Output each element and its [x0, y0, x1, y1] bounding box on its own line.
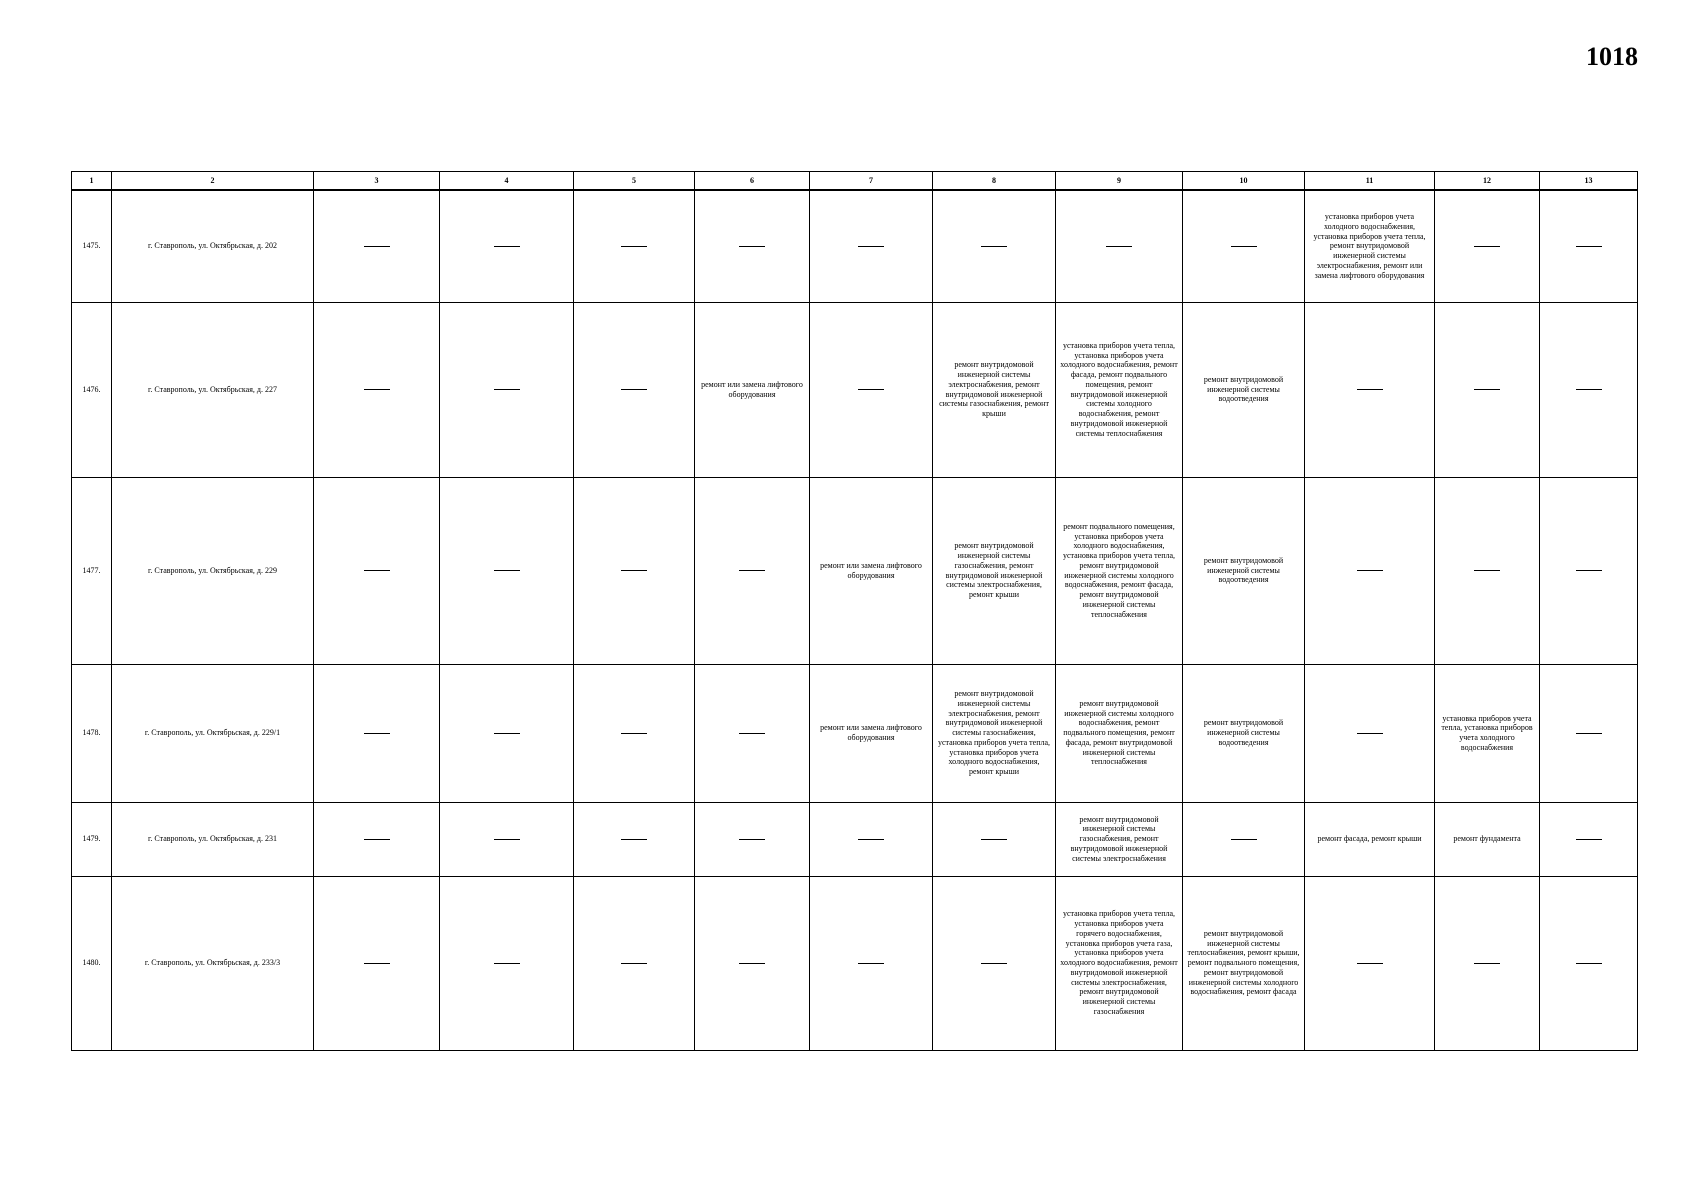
row-number: 1479. [72, 802, 112, 876]
work-type-cell: ремонт подвального помещения, установка приборов учета холодного водоснабжения, установка приборов учета тепла, ремонт внутридомовой инженерной системы холодного водоснабжения, ремонт фасада, ремонт внутридомовой инженерной системы теплоснабжения [1056, 477, 1183, 664]
empty-cell [314, 477, 440, 664]
work-type-cell: ремонт фасада, ремонт крыши [1305, 802, 1435, 876]
address-cell: г. Ставрополь, ул. Октябрьская, д. 233/3 [112, 876, 314, 1050]
empty-cell [933, 190, 1056, 302]
work-type-cell: ремонт внутридомовой инженерной системы водоотведения [1183, 664, 1305, 802]
address-cell: г. Ставрополь, ул. Октябрьская, д. 229/1 [112, 664, 314, 802]
row-number: 1476. [72, 302, 112, 477]
empty-cell [314, 664, 440, 802]
empty-cell [1305, 477, 1435, 664]
table-header [72, 172, 1638, 191]
dash-mark [739, 839, 765, 840]
empty-cell [810, 876, 933, 1050]
table-row [72, 190, 1638, 302]
empty-cell [1540, 190, 1638, 302]
dash-mark [1474, 570, 1500, 571]
empty-cell [1305, 664, 1435, 802]
address-cell: г. Ставрополь, ул. Октябрьская, д. 202 [112, 190, 314, 302]
address-cell: г. Ставрополь, ул. Октябрьская, д. 231 [112, 802, 314, 876]
dash-mark [858, 839, 884, 840]
empty-cell [440, 302, 574, 477]
column-header-6: 6 [695, 172, 810, 191]
table-body [72, 190, 1638, 1050]
work-type-cell: установка приборов учета тепла, установка приборов учета горячего водоснабжения, установка приборов учета газа, установка приборов учета холодного водоснабжения, ремонт внутридомовой инженерной системы электроснабжения, ремонт внутридомовой инженерной системы газоснабжения [1056, 876, 1183, 1050]
table-row [72, 802, 1638, 876]
empty-cell [810, 190, 933, 302]
empty-cell [440, 664, 574, 802]
empty-cell [574, 302, 695, 477]
dash-mark [858, 246, 884, 247]
empty-cell [1305, 876, 1435, 1050]
dash-mark [1357, 733, 1383, 734]
empty-cell [1435, 302, 1540, 477]
empty-cell [1540, 477, 1638, 664]
empty-cell [1305, 302, 1435, 477]
column-header-2: 2 [112, 172, 314, 191]
row-number: 1480. [72, 876, 112, 1050]
table-row [72, 302, 1638, 477]
column-header-1: 1 [72, 172, 112, 191]
table-row [72, 664, 1638, 802]
work-type-cell: ремонт фундамента [1435, 802, 1540, 876]
dash-mark [621, 839, 647, 840]
address-cell: г. Ставрополь, ул. Октябрьская, д. 229 [112, 477, 314, 664]
dash-mark [494, 570, 520, 571]
dash-mark [364, 733, 390, 734]
empty-cell [440, 802, 574, 876]
column-header-9: 9 [1056, 172, 1183, 191]
dash-mark [364, 246, 390, 247]
column-header-13: 13 [1540, 172, 1638, 191]
empty-cell [1183, 802, 1305, 876]
work-type-cell: установка приборов учета холодного водоснабжения, установка приборов учета тепла, ремонт внутридомовой инженерной системы электроснабжения, ремонт или замена лифтового оборудования [1305, 190, 1435, 302]
dash-mark [1231, 839, 1257, 840]
empty-cell [574, 664, 695, 802]
work-type-cell: ремонт внутридомовой инженерной системы газоснабжения, ремонт внутридомовой инженерной системы электроснабжения, ремонт крыши [933, 477, 1056, 664]
empty-cell [1540, 876, 1638, 1050]
column-header-8: 8 [933, 172, 1056, 191]
dash-mark [981, 839, 1007, 840]
empty-cell [314, 190, 440, 302]
address-cell: г. Ставрополь, ул. Октябрьская, д. 227 [112, 302, 314, 477]
column-header-10: 10 [1183, 172, 1305, 191]
empty-cell [1540, 802, 1638, 876]
repair-register-table [71, 171, 1638, 1051]
dash-mark [621, 246, 647, 247]
empty-cell [1435, 190, 1540, 302]
empty-cell [933, 876, 1056, 1050]
dash-mark [1474, 389, 1500, 390]
column-header-12: 12 [1435, 172, 1540, 191]
empty-cell [440, 190, 574, 302]
dash-mark [981, 963, 1007, 964]
dash-mark [621, 733, 647, 734]
empty-cell [1056, 190, 1183, 302]
dash-mark [621, 570, 647, 571]
dash-mark [1576, 733, 1602, 734]
empty-cell [574, 802, 695, 876]
dash-mark [1576, 839, 1602, 840]
column-header-3: 3 [314, 172, 440, 191]
dash-mark [494, 733, 520, 734]
empty-cell [695, 664, 810, 802]
column-header-7: 7 [810, 172, 933, 191]
dash-mark [1357, 963, 1383, 964]
empty-cell [1183, 190, 1305, 302]
work-type-cell: ремонт внутридомовой инженерной системы холодного водоснабжения, ремонт подвального помещения, ремонт фасада, ремонт внутридомовой инженерной системы теплоснабжения [1056, 664, 1183, 802]
dash-mark [1231, 246, 1257, 247]
dash-mark [1106, 246, 1132, 247]
work-type-cell: установка приборов учета тепла, установка приборов учета холодного водоснабжения, ремонт фасада, ремонт подвального помещения, ремонт внутридомовой инженерной системы холодного водоснабжения, ремонт внутридомовой инженерной системы теплоснабжения [1056, 302, 1183, 477]
empty-cell [1540, 664, 1638, 802]
row-number: 1478. [72, 664, 112, 802]
dash-mark [494, 246, 520, 247]
empty-cell [574, 876, 695, 1050]
empty-cell [574, 190, 695, 302]
work-type-cell: ремонт или замена лифтового оборудования [810, 664, 933, 802]
dash-mark [621, 963, 647, 964]
work-type-cell: установка приборов учета тепла, установка приборов учета холодного водоснабжения [1435, 664, 1540, 802]
work-type-cell: ремонт или замена лифтового оборудования [695, 302, 810, 477]
dash-mark [494, 963, 520, 964]
empty-cell [440, 477, 574, 664]
dash-mark [1576, 246, 1602, 247]
dash-mark [1576, 389, 1602, 390]
empty-cell [695, 876, 810, 1050]
row-number: 1477. [72, 477, 112, 664]
dash-mark [739, 733, 765, 734]
empty-cell [695, 190, 810, 302]
work-type-cell: ремонт или замена лифтового оборудования [810, 477, 933, 664]
empty-cell [933, 802, 1056, 876]
empty-cell [314, 876, 440, 1050]
column-header-5: 5 [574, 172, 695, 191]
row-number: 1475. [72, 190, 112, 302]
dash-mark [739, 963, 765, 964]
page-number: 1018 [1586, 42, 1638, 71]
column-header-11: 11 [1305, 172, 1435, 191]
dash-mark [1576, 570, 1602, 571]
dash-mark [1357, 570, 1383, 571]
empty-cell [314, 302, 440, 477]
empty-cell [1540, 302, 1638, 477]
empty-cell [810, 302, 933, 477]
work-type-cell: ремонт внутридомовой инженерной системы электроснабжения, ремонт внутридомовой инженерной системы газоснабжения, установка приборов учета тепла, установка приборов учета холодного водоснабжения, ремонт крыши [933, 664, 1056, 802]
table-row [72, 477, 1638, 664]
dash-mark [858, 389, 884, 390]
dash-mark [1576, 963, 1602, 964]
work-type-cell: ремонт внутридомовой инженерной системы водоотведения [1183, 302, 1305, 477]
empty-cell [314, 802, 440, 876]
empty-cell [574, 477, 695, 664]
header-row [72, 172, 1638, 191]
work-type-cell: ремонт внутридомовой инженерной системы газоснабжения, ремонт внутридомовой инженерной системы электроснабжения [1056, 802, 1183, 876]
empty-cell [695, 802, 810, 876]
empty-cell [810, 802, 933, 876]
work-type-cell: ремонт внутридомовой инженерной системы электроснабжения, ремонт внутридомовой инженерной системы газоснабжения, ремонт крыши [933, 302, 1056, 477]
empty-cell [1435, 477, 1540, 664]
dash-mark [364, 963, 390, 964]
empty-cell [1435, 876, 1540, 1050]
work-type-cell: ремонт внутридомовой инженерной системы теплоснабжения, ремонт крыши, ремонт подвального помещения, ремонт внутридомовой инженерной системы холодного водоснабжения, ремонт фасада [1183, 876, 1305, 1050]
dash-mark [494, 839, 520, 840]
dash-mark [739, 246, 765, 247]
dash-mark [981, 246, 1007, 247]
empty-cell [440, 876, 574, 1050]
dash-mark [1474, 963, 1500, 964]
empty-cell [695, 477, 810, 664]
work-type-cell: ремонт внутридомовой инженерной системы водоотведения [1183, 477, 1305, 664]
column-header-4: 4 [440, 172, 574, 191]
dash-mark [621, 389, 647, 390]
dash-mark [364, 839, 390, 840]
table-row [72, 876, 1638, 1050]
dash-mark [364, 389, 390, 390]
dash-mark [858, 963, 884, 964]
dash-mark [1474, 246, 1500, 247]
dash-mark [494, 389, 520, 390]
dash-mark [1357, 389, 1383, 390]
dash-mark [364, 570, 390, 571]
dash-mark [739, 570, 765, 571]
